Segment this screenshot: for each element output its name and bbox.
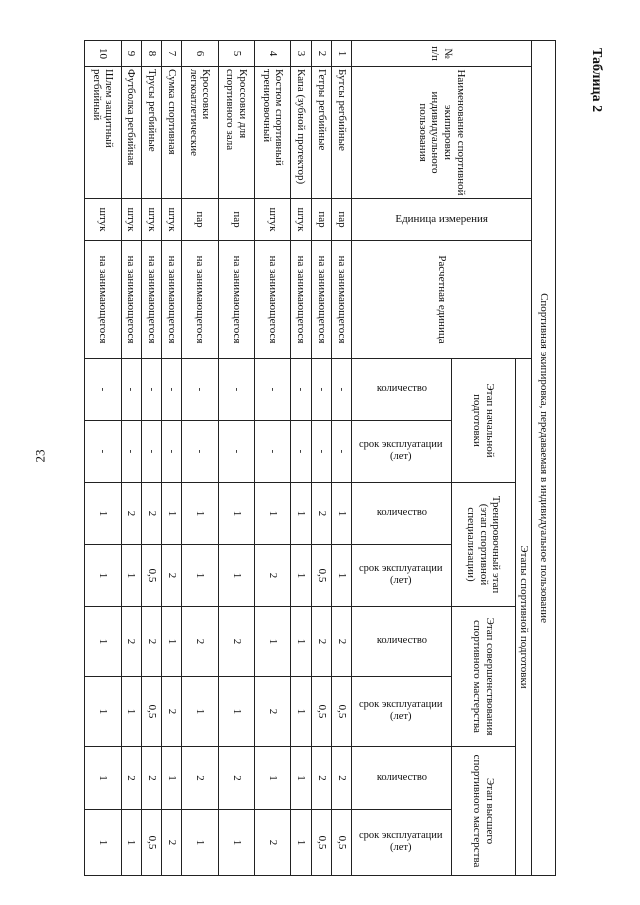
quantity-cell: 1	[161, 747, 181, 810]
quantity-header: количество	[352, 483, 452, 545]
term-cell: -	[85, 421, 122, 483]
item-name: Капа (зубной протектор)	[291, 67, 311, 199]
col-name-header: Наименование спортивной экипировки индивидуального пользования	[352, 67, 532, 199]
term-cell: 1	[182, 545, 218, 607]
group-title: Спортивная экипировка, передаваемая в индивидуальное пользование	[532, 41, 556, 876]
quantity-header: количество	[352, 747, 452, 810]
item-name: Футболка регбийная	[121, 67, 141, 199]
quantity-cell: 2	[311, 607, 331, 677]
quantity-cell: -	[121, 359, 141, 421]
quantity-cell: 2	[121, 607, 141, 677]
quantity-cell: 1	[85, 747, 122, 810]
term-header: срок эксплуатации (лет)	[352, 421, 452, 483]
term-cell: -	[291, 421, 311, 483]
quantity-cell: 2	[141, 747, 161, 810]
equipment-table-container	[84, 40, 556, 875]
quantity-cell: 2	[331, 747, 351, 810]
term-cell: 2	[161, 545, 181, 607]
row-number: 2	[311, 41, 331, 67]
quantity-cell: -	[218, 359, 254, 421]
unit-cell: штук	[255, 199, 291, 241]
quantity-cell: 1	[291, 607, 311, 677]
term-cell: -	[182, 421, 218, 483]
quantity-cell: 1	[331, 483, 351, 545]
term-cell: 1	[291, 677, 311, 747]
term-cell: 1	[218, 810, 254, 876]
term-cell: 1	[291, 810, 311, 876]
term-cell: -	[311, 421, 331, 483]
quantity-cell: -	[141, 359, 161, 421]
quantity-cell: 2	[182, 747, 218, 810]
calc-unit-cell: на занимающегося	[311, 241, 331, 359]
row-number: 10	[85, 41, 122, 67]
quantity-cell: 1	[218, 483, 254, 545]
quantity-cell: 1	[85, 607, 122, 677]
quantity-cell: 2	[182, 607, 218, 677]
row-number: 6	[182, 41, 218, 67]
row-number: 7	[161, 41, 181, 67]
term-cell: 1	[85, 677, 122, 747]
unit-cell: пар	[182, 199, 218, 241]
quantity-cell: 1	[291, 483, 311, 545]
item-name: Трусы регбийные	[141, 67, 161, 199]
stage-header: Этап начальной подготовки	[452, 359, 516, 483]
unit-cell: пар	[218, 199, 254, 241]
term-cell: 1	[121, 810, 141, 876]
quantity-cell: -	[255, 359, 291, 421]
table-row	[311, 41, 331, 876]
calc-unit-cell: на занимающегося	[141, 241, 161, 359]
table-row	[218, 41, 254, 876]
term-cell: 1	[121, 677, 141, 747]
quantity-cell: 2	[218, 747, 254, 810]
quantity-header: количество	[352, 359, 452, 421]
row-number: 1	[331, 41, 351, 67]
equipment-table	[84, 40, 556, 876]
quantity-cell: 2	[311, 483, 331, 545]
term-cell: 0,5	[311, 545, 331, 607]
quantity-cell: -	[331, 359, 351, 421]
stages-title: Этапы спортивной подготовки	[516, 359, 532, 876]
quantity-cell: -	[311, 359, 331, 421]
table-row	[141, 41, 161, 876]
row-number: 8	[141, 41, 161, 67]
row-number: 9	[121, 41, 141, 67]
quantity-cell: -	[182, 359, 218, 421]
term-cell: -	[331, 421, 351, 483]
unit-cell: пар	[311, 199, 331, 241]
unit-cell: штук	[161, 199, 181, 241]
term-header: срок эксплуатации (лет)	[352, 545, 452, 607]
term-cell: 2	[255, 677, 291, 747]
quantity-cell: -	[161, 359, 181, 421]
calc-unit-cell: на занимающегося	[218, 241, 254, 359]
term-cell: 1	[218, 677, 254, 747]
unit-cell: штук	[85, 199, 122, 241]
term-cell: 1	[218, 545, 254, 607]
quantity-cell: 2	[141, 607, 161, 677]
table-row	[255, 41, 291, 876]
unit-cell: штук	[121, 199, 141, 241]
calc-unit-cell: на занимающегося	[331, 241, 351, 359]
stage-header: Этап высшего спортивного мастерства	[452, 747, 516, 876]
item-name: Шлем защитный регбийный	[85, 67, 122, 199]
term-cell: -	[121, 421, 141, 483]
quantity-header: количество	[352, 607, 452, 677]
stage-header: Этап совершенствования спортивного мастерства	[452, 607, 516, 747]
unit-cell: пар	[331, 199, 351, 241]
calc-unit-cell: на занимающегося	[161, 241, 181, 359]
term-header: срок эксплуатации (лет)	[352, 677, 452, 747]
term-cell: 1	[182, 810, 218, 876]
quantity-cell: 1	[255, 747, 291, 810]
row-number: 3	[291, 41, 311, 67]
quantity-cell: 1	[161, 483, 181, 545]
page-number: 23	[32, 449, 47, 463]
item-name: Кроссовки для спортивного зала	[218, 67, 254, 199]
term-cell: 1	[85, 810, 122, 876]
quantity-cell: 2	[121, 747, 141, 810]
table-row	[182, 41, 218, 876]
term-cell: 2	[161, 810, 181, 876]
term-header: срок эксплуатации (лет)	[352, 810, 452, 876]
term-cell: 0,5	[141, 545, 161, 607]
quantity-cell: 1	[182, 483, 218, 545]
term-cell: 1	[331, 545, 351, 607]
stage-header: Тренировочный этап (этап спортивной специализации)	[452, 483, 516, 607]
term-cell: 0,5	[331, 810, 351, 876]
calc-unit-cell: на занимающегося	[182, 241, 218, 359]
quantity-cell: -	[291, 359, 311, 421]
quantity-cell: -	[85, 359, 122, 421]
item-name: Кроссовки легкоатлетические	[182, 67, 218, 199]
quantity-cell: 2	[311, 747, 331, 810]
term-cell: 2	[161, 677, 181, 747]
calc-unit-cell: на занимающегося	[85, 241, 122, 359]
item-name: Костюм спортивный тренировочный	[255, 67, 291, 199]
term-cell: 1	[121, 545, 141, 607]
quantity-cell: 2	[141, 483, 161, 545]
quantity-cell: 2	[218, 607, 254, 677]
quantity-cell: 1	[255, 483, 291, 545]
row-number: 5	[218, 41, 254, 67]
term-cell: 0,5	[311, 810, 331, 876]
item-name: Гетры регбийные	[311, 67, 331, 199]
row-number: 4	[255, 41, 291, 67]
table-row	[161, 41, 181, 876]
term-cell: -	[218, 421, 254, 483]
col-calc-header: Расчетная единица	[352, 241, 532, 359]
term-cell: 1	[85, 545, 122, 607]
unit-cell: штук	[141, 199, 161, 241]
table-row	[121, 41, 141, 876]
item-name: Бутсы регбийные	[331, 67, 351, 199]
table-row	[291, 41, 311, 876]
calc-unit-cell: на занимающегося	[121, 241, 141, 359]
term-cell: 1	[182, 677, 218, 747]
term-cell: -	[141, 421, 161, 483]
quantity-cell: 1	[291, 747, 311, 810]
quantity-cell: 2	[331, 607, 351, 677]
col-num-header: № п/п	[352, 41, 532, 67]
quantity-cell: 1	[255, 607, 291, 677]
table-title: Таблица 2	[589, 48, 604, 113]
quantity-cell: 2	[121, 483, 141, 545]
quantity-cell: 1	[85, 483, 122, 545]
quantity-cell: 1	[161, 607, 181, 677]
term-cell: -	[255, 421, 291, 483]
table-row	[331, 41, 351, 876]
term-cell: 0,5	[311, 677, 331, 747]
table-body	[85, 41, 352, 876]
term-cell: -	[161, 421, 181, 483]
term-cell: 0,5	[331, 677, 351, 747]
term-cell: 0,5	[141, 677, 161, 747]
term-cell: 2	[255, 545, 291, 607]
item-name: Сумка спортивная	[161, 67, 181, 199]
unit-cell: штук	[291, 199, 311, 241]
term-cell: 0,5	[141, 810, 161, 876]
term-cell: 2	[255, 810, 291, 876]
term-cell: 1	[291, 545, 311, 607]
table-row	[85, 41, 122, 876]
col-unit-header: Единица измерения	[352, 199, 532, 241]
calc-unit-cell: на занимающегося	[291, 241, 311, 359]
calc-unit-cell: на занимающегося	[255, 241, 291, 359]
